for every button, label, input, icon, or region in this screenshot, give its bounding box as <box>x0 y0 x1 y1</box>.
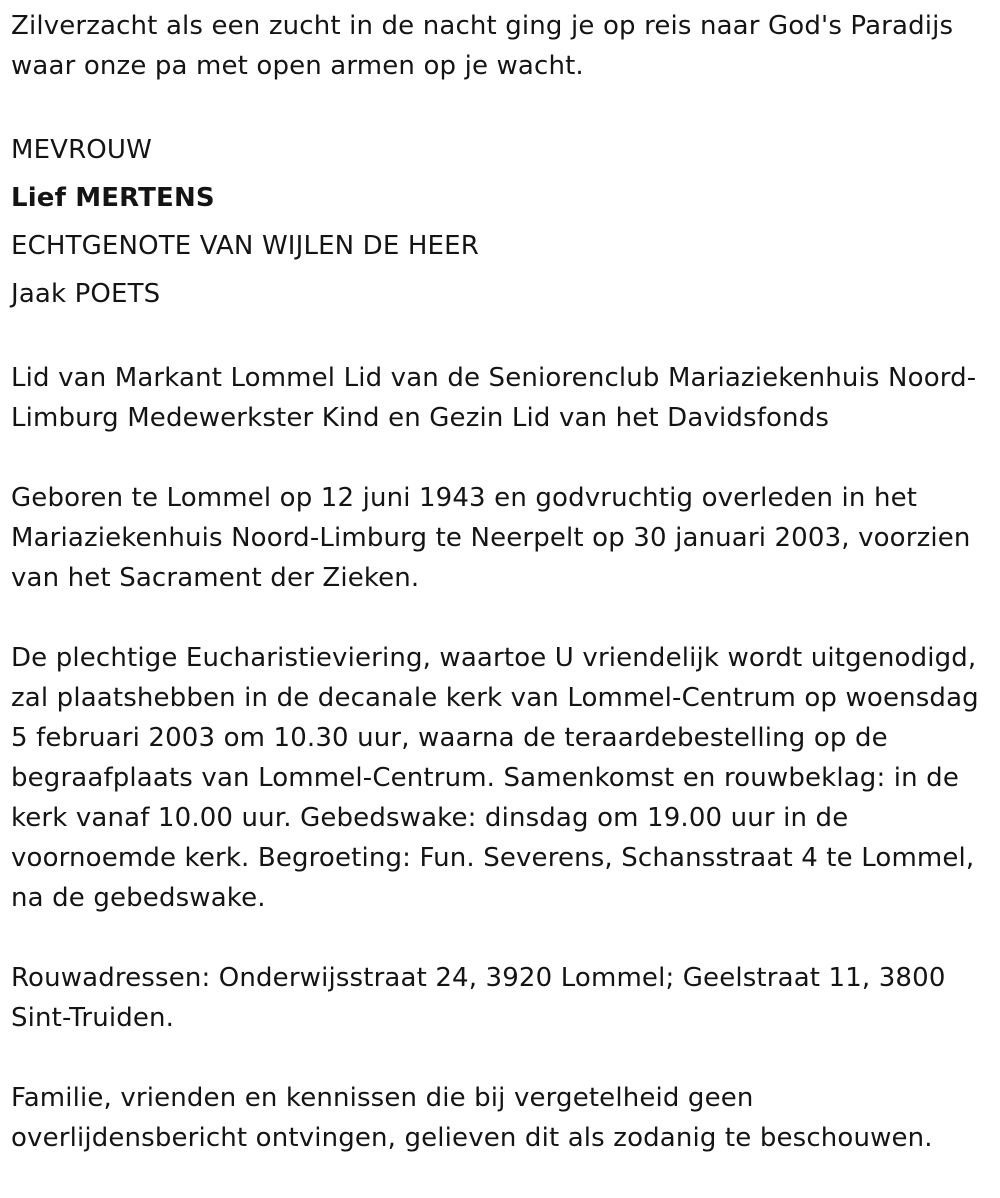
obituary-document <box>11 6 996 1198</box>
ceremony-line: kerk vanaf 10.00 uur. Gebedswake: dinsdag om 19.00 uur in de <box>11 803 849 833</box>
addresses-paragraph <box>11 958 996 1038</box>
closing-line: Familie, vrienden en kennissen die bij vergetelheid geen <box>11 1083 754 1113</box>
closing-line: overlijdensbericht ontvingen, gelieven dit als zodanig te beschouwen. <box>11 1123 933 1153</box>
verse-line: Zilverzacht als een zucht in de nacht ging je op reis naar God's Paradijs <box>11 11 954 41</box>
memberships-paragraph <box>11 358 996 438</box>
honorific-title: MEVROUW <box>11 135 152 165</box>
addresses-line: Rouwadressen: Onderwijsstraat 24, 3920 Lommel; Geelstraat 11, 3800 <box>11 963 946 993</box>
birth-death-paragraph <box>11 478 996 598</box>
ceremony-paragraph <box>11 638 996 918</box>
closing-paragraph <box>11 1078 996 1158</box>
memberships-line: Limburg Medewerkster Kind en Gezin Lid van het Davidsfonds <box>11 403 830 433</box>
ceremony-line: begraafplaats van Lommel-Centrum. Samenkomst en rouwbeklag: in de <box>11 763 959 793</box>
birth-death-line: van het Sacrament der Zieken. <box>11 563 420 593</box>
verse-paragraph <box>11 6 996 86</box>
addresses-line: Sint-Truiden. <box>11 1003 175 1033</box>
birth-death-line: Mariaziekenhuis Noord-Limburg te Neerpelt op 30 januari 2003, voorzien <box>11 523 971 553</box>
ceremony-line: zal plaatshebben in de decanale kerk van Lommel-Centrum op woensdag <box>11 683 979 713</box>
ceremony-line: na de gebedswake. <box>11 883 266 913</box>
memberships-line: Lid van Markant Lommel Lid van de Seniorenclub Mariaziekenhuis Noord- <box>11 363 977 393</box>
deceased-name: Lief MERTENS <box>11 183 215 213</box>
ceremony-line: voornoemde kerk. Begroeting: Fun. Severens, Schansstraat 4 te Lommel, <box>11 843 975 873</box>
ceremony-line: De plechtige Eucharistieviering, waartoe U vriendelijk wordt uitgenodigd, <box>11 643 977 673</box>
verse-line: waar onze pa met open armen op je wacht. <box>11 51 584 81</box>
deceased-name-block <box>11 126 996 318</box>
birth-death-line: Geboren te Lommel op 12 juni 1943 en godvruchtig overleden in het <box>11 483 918 513</box>
spouse-name: Jaak POETS <box>11 279 161 309</box>
ceremony-line: 5 februari 2003 om 10.30 uur, waarna de teraardebestelling op de <box>11 723 888 753</box>
spouse-relation: ECHTGENOTE VAN WIJLEN DE HEER <box>11 231 479 261</box>
